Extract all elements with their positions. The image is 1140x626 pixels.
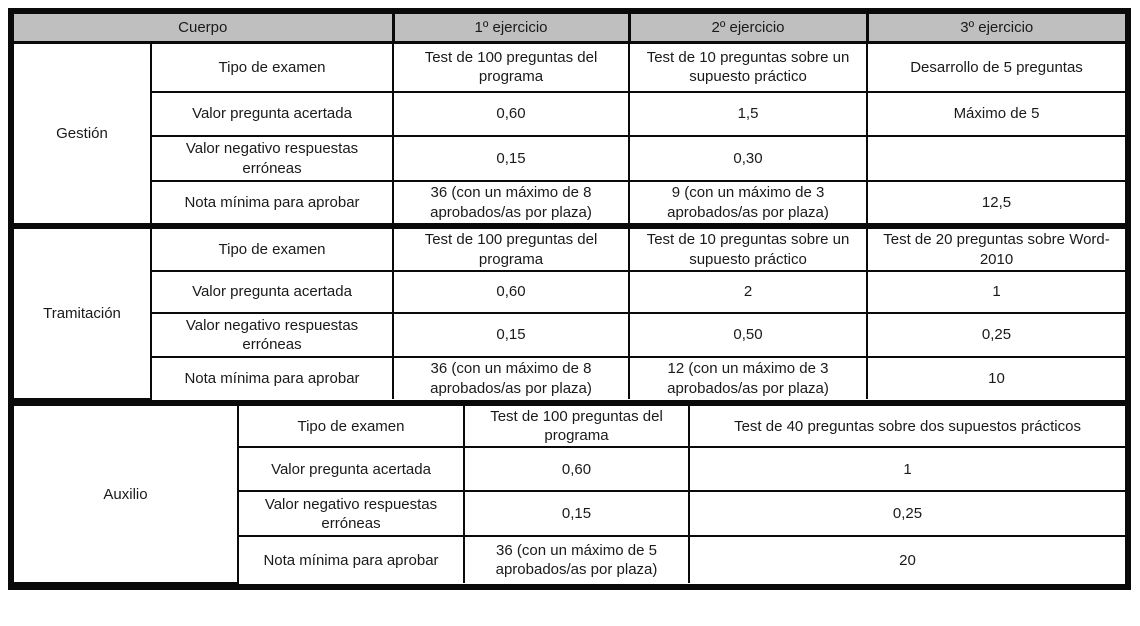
tramitacion-row-tipo: [14, 226, 1125, 271]
gestion-row-valor: [14, 92, 1125, 136]
value-cell: 0,50: [629, 313, 867, 357]
header-cell-ejercicio-3: 3º ejercicio: [867, 14, 1125, 42]
value-cell: Test de 10 preguntas sobre un supuesto práctico: [629, 226, 867, 271]
value-cell: 2: [629, 271, 867, 313]
value-cell-merged: 1: [689, 447, 1125, 491]
row-label: Nota mínima para aprobar: [151, 357, 393, 399]
value-cell: 10: [867, 357, 1125, 399]
value-cell: Test de 10 preguntas sobre un supuesto práctico: [629, 42, 867, 92]
value-cell: 36 (con un máximo de 8 aprobados/as por plaza): [393, 357, 629, 399]
value-cell: 0,60: [393, 92, 629, 136]
auxilio-table: [14, 406, 1125, 584]
row-label: Nota mínima para aprobar: [238, 536, 464, 583]
header-cell-ejercicio-1: 1º ejercicio: [393, 14, 629, 42]
value-cell: Test de 100 preguntas del programa: [393, 42, 629, 92]
row-label: Nota mínima para aprobar: [151, 181, 393, 226]
gestion-row-tipo: [14, 42, 1125, 92]
value-cell: 0,30: [629, 136, 867, 181]
header-cell-cuerpo: Cuerpo: [14, 14, 393, 42]
block-label-gestion: Gestión: [14, 42, 151, 226]
value-cell: Test de 100 preguntas del programa: [393, 226, 629, 271]
value-cell: 36 (con un máximo de 8 aprobados/as por plaza): [393, 181, 629, 226]
value-cell-empty: [867, 136, 1125, 181]
value-cell-merged: 0,25: [689, 491, 1125, 536]
value-cell: 1,5: [629, 92, 867, 136]
gestion-row-negativo: [14, 136, 1125, 181]
value-cell: 0,15: [464, 491, 689, 536]
value-cell: 0,60: [464, 447, 689, 491]
value-cell-merged: Test de 40 preguntas sobre dos supuestos prácticos: [689, 406, 1125, 447]
row-label: Tipo de examen: [238, 406, 464, 447]
block-label-tramitacion: Tramitación: [14, 226, 151, 399]
header-cell-ejercicio-2: 2º ejercicio: [629, 14, 867, 42]
value-cell: 1: [867, 271, 1125, 313]
value-cell: 0,15: [393, 313, 629, 357]
value-cell: 9 (con un máximo de 3 aprobados/as por plaza): [629, 181, 867, 226]
row-label: Tipo de examen: [151, 42, 393, 92]
row-label: Valor pregunta acertada: [151, 271, 393, 313]
value-cell: 0,25: [867, 313, 1125, 357]
value-cell: Máximo de 5: [867, 92, 1125, 136]
auxilio-row-tipo: [14, 406, 1125, 447]
row-label: Tipo de examen: [151, 226, 393, 271]
value-cell: 12,5: [867, 181, 1125, 226]
tramitacion-row-negativo: [14, 313, 1125, 357]
value-cell: 12 (con un máximo de 3 aprobados/as por plaza): [629, 357, 867, 399]
exam-structure-table: [8, 8, 1131, 590]
row-label: Valor pregunta acertada: [151, 92, 393, 136]
value-cell: Desarrollo de 5 preguntas: [867, 42, 1125, 92]
tramitacion-row-nota: [14, 357, 1125, 399]
row-label: Valor negativo respuestas erróneas: [238, 491, 464, 536]
header-row: [14, 14, 1125, 42]
value-cell: Test de 100 preguntas del programa: [464, 406, 689, 447]
value-cell: 36 (con un máximo de 5 aprobados/as por plaza): [464, 536, 689, 583]
row-label: Valor negativo respuestas erróneas: [151, 136, 393, 181]
row-label: Valor pregunta acertada: [238, 447, 464, 491]
value-cell: Test de 20 preguntas sobre Word-2010: [867, 226, 1125, 271]
tramitacion-row-valor: [14, 271, 1125, 313]
gestion-row-nota: [14, 181, 1125, 226]
value-cell: 0,15: [393, 136, 629, 181]
block-label-auxilio: Auxilio: [14, 406, 238, 583]
value-cell: 0,60: [393, 271, 629, 313]
value-cell-merged: 20: [689, 536, 1125, 583]
row-label: Valor negativo respuestas erróneas: [151, 313, 393, 357]
main-table: [14, 14, 1125, 400]
